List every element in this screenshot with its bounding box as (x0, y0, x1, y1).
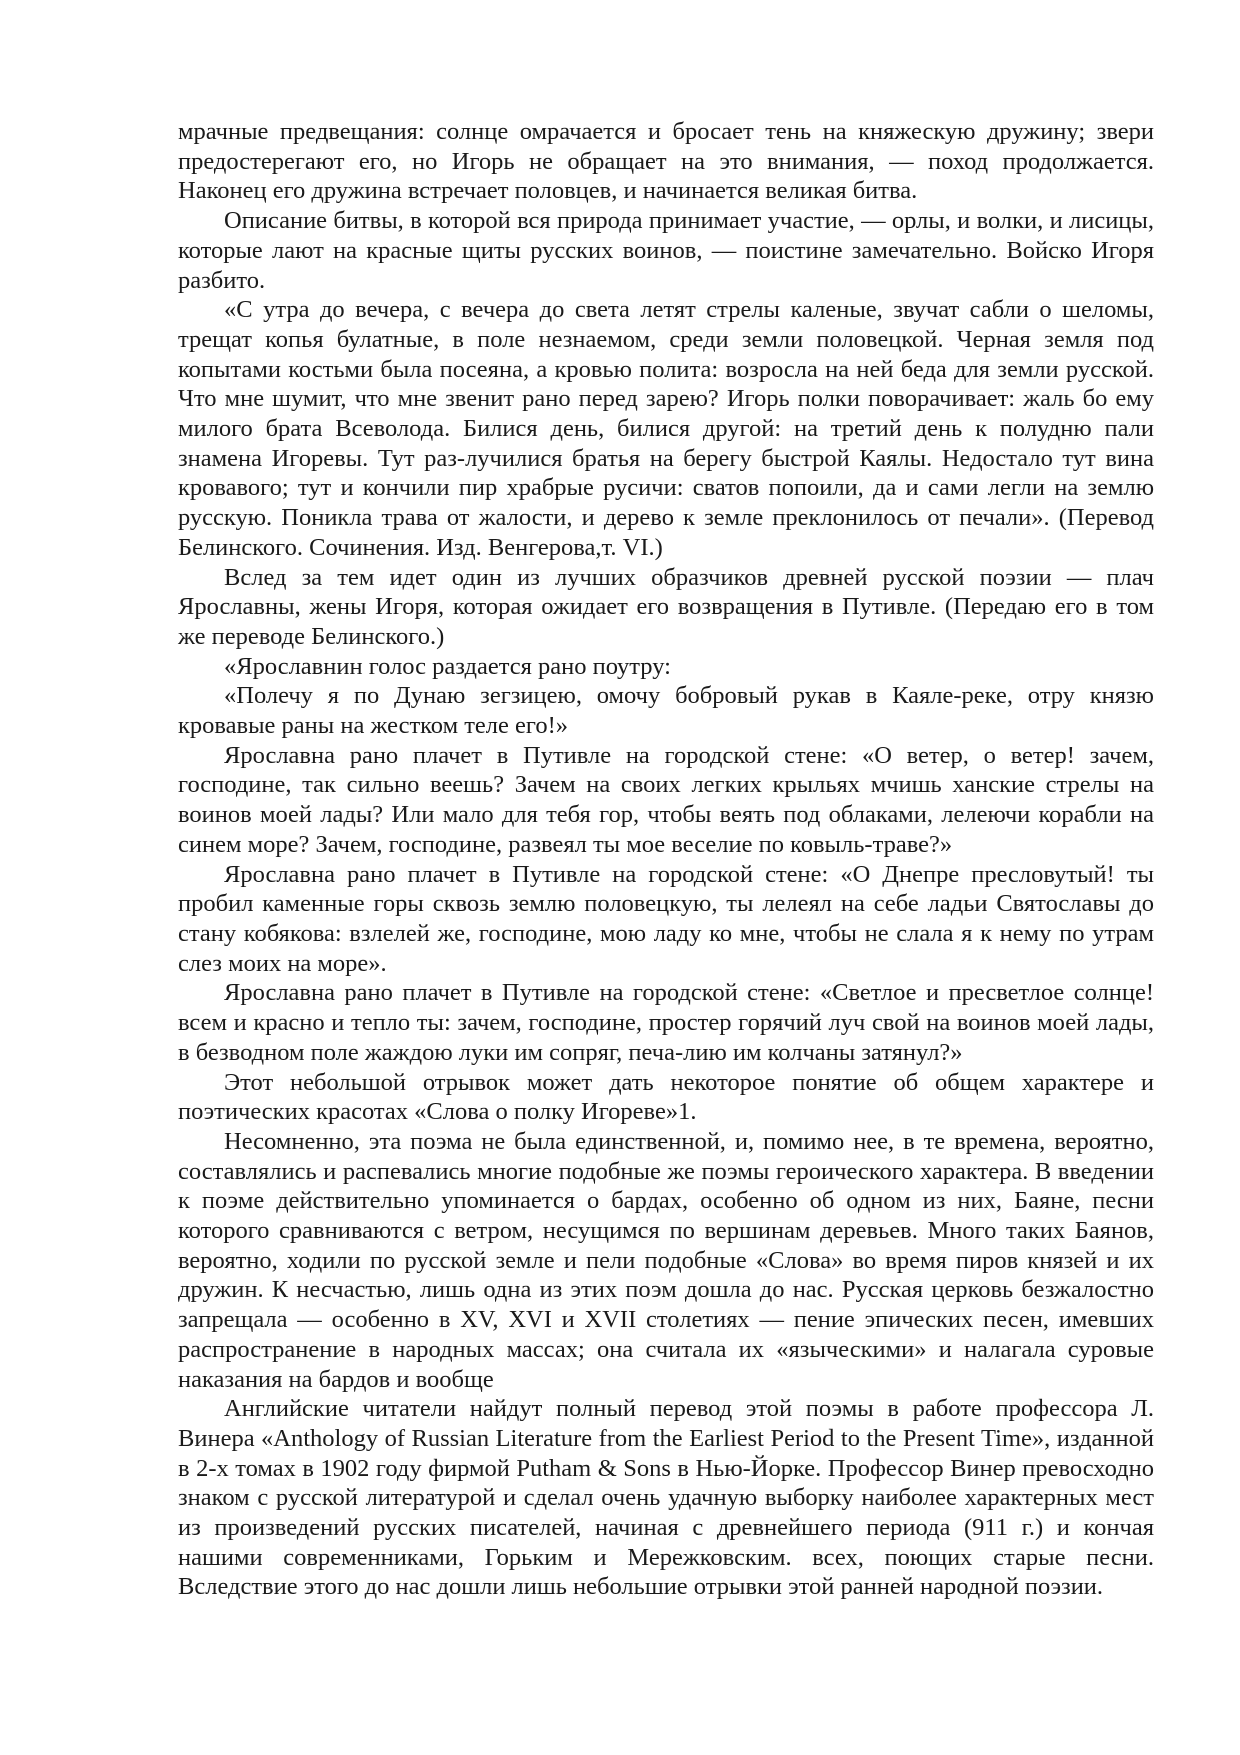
paragraph: мрачные предвещания: солнце омрачается и бросает тень на княжескую дружину; звери предостерегают его, но Игорь не обращает на это внимания, — поход продолжается. Наконец его дружина встречает половцев, и начинается великая битва. (178, 118, 1154, 205)
paragraph: «С утра до вечера, с вечера до света летят стрелы каленые, звучат сабли о шеломы, трещат копья булатные, в поле незнаемом, среди земли половецкой. Черная земля под копытами костьми была посеяна, а кровью полита: возросла на ней беда для земли русской. Что мне шумит, что мне звенит рано перед зарею? Игорь полки поворачивает: жаль бо ему милого брата Всеволода. Билися день, билися другой: на третий день к полудню пали знамена Игоревы. Тут раз-лучилися братья на берегу быстрой Каялы. Недостало тут вина кровавого; тут и кончили пир храбрые русичи: сватов попоили, да и сами легли на землю русскую. Поникла трава от жалости, и дерево к земле преклонилось от печали». (Перевод Белинского. Сочинения. Изд. Венгерова,т. VI.) (178, 296, 1154, 561)
paragraph: Несомненно, эта поэма не была единственной, и, помимо нее, в те времена, вероятно, составлялись и распевались многие подобные же поэмы героического характера. В введении к поэме действительно упоминается о бардах, особенно об одном из них, Баяне, песни которого сравниваются с ветром, несущимся по вершинам деревьев. Много таких Баянов, вероятно, ходили по русской земле и пели подобные «Слова» во время пиров князей и их дружин. К несчастью, лишь одна из этих поэм дошла до нас. Русская церковь безжалостно запрещала — особенно в XV, XVI и XVII столетиях — пение эпических песен, имевших распространение в народных массах; она считала их «языческими» и налагала суровые наказания на бардов и вообще (178, 1127, 1154, 1393)
paragraph: Этот небольшой отрывок может дать некоторое понятие об общем характере и поэтических красотах «Слова о полку Игореве»1. (178, 1068, 1154, 1126)
paragraph: Ярославна рано плачет в Путивле на городской стене: «О ветер, о ветер! зачем, господине, так сильно веешь? Зачем на своих легких крыльях мчишь ханские стрелы на воинов моей лады? Или мало для тебя гор, чтобы веять под облаками, лелеючи корабли на синем море? Зачем, господине, развеял ты мое веселие по ковыль-траве?» (178, 741, 1154, 858)
paragraph: Вслед за тем идет один из лучших образчиков древней русской поэзии — плач Ярославны, жены Игоря, которая ожидает его возвращения в Путивле. (Передаю его в том же переводе Белинского.) (178, 563, 1154, 650)
paragraph: Ярославна рано плачет в Путивле на городской стене: «Светлое и пресветлое солнце! всем и красно и тепло ты: зачем, господине, простер горячий луч свой на воинов моей лады, в безводном поле жаждою луки им сопряг, печа-лию им колчаны затянул?» (178, 979, 1154, 1066)
paragraph: Ярославна рано плачет в Путивле на городской стене: «О Днепре пресловутый! ты пробил каменные горы сквозь землю половецкую, ты лелеял на себе ладьи Святославы до стану кобякова: взлелей же, господине, мою ладу ко мне, чтобы не слала я к нему по утрам слез моих на море». (178, 860, 1154, 977)
paragraph: Описание битвы, в которой вся природа принимает участие, — орлы, и волки, и лисицы, которые лают на красные щиты русских воинов, — поистине замечательно. Войско Игоря разбито. (178, 207, 1154, 294)
paragraph: Английские читатели найдут полный перевод этой поэмы в работе профессора Л. Винера «Anthology of Russian Literature from the Earliest Period to the Present Time», изданной в 2-х томах в 1902 году фирмой Putham & Sons в Нью-Йорке. Профессор Винер превосходно знаком с русской литературой и сделал очень удачную выборку наиболее характерных мест из произведений русских писателей, начиная с древнейшего периода (911 г.) и кончая нашими современниками, Горьким и Мережковским. всех, поющих старые песни. Вследствие этого до нас дошли лишь небольшие отрывки этой ранней народной поэзии. (178, 1395, 1154, 1601)
document-page (178, 117, 1154, 1602)
paragraph: «Полечу я по Дунаю зегзицею, омочу бобровый рукав в Каяле-реке, отру князю кровавые раны на жестком теле его!» (178, 682, 1154, 740)
paragraph: «Ярославнин голос раздается рано поутру: (224, 652, 671, 680)
